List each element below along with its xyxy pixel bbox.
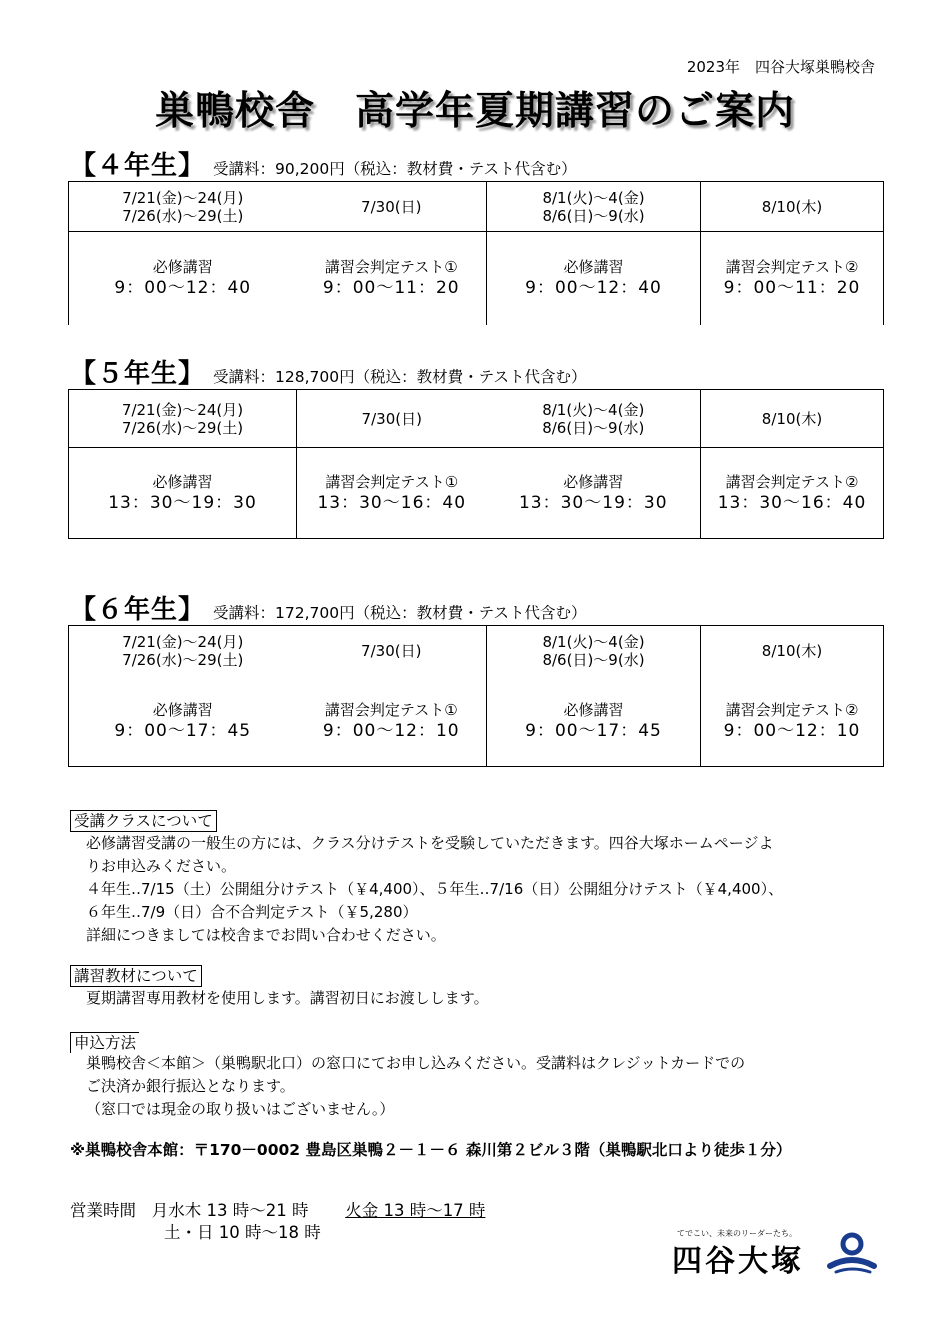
session-label: 講習会判定テスト①: [325, 473, 459, 491]
date-text: 7/30(日): [361, 409, 422, 428]
grade-name: 【４年生】: [70, 151, 206, 181]
apply-section-title: 申込方法: [70, 1032, 139, 1053]
grade-6-header: [70, 589, 587, 626]
date-text: 8/1(火)～4(金) 8/6(日)～9(水): [542, 188, 645, 225]
grade-5-header: [70, 353, 587, 390]
date-cell: [297, 182, 487, 232]
year-school-header: 2023年 四谷大塚巣鴨校舎: [686, 58, 875, 76]
session-label: 必修講習: [152, 700, 213, 719]
session-time: 9：00～17：45: [525, 720, 662, 741]
text-line: 巣鴨校舎＜本館＞（巣鴨駅北口）の窓口にてお申し込みください。受講料はクレジットカードでの: [86, 1054, 746, 1072]
session-cell: [69, 232, 297, 325]
session-cell: [701, 676, 884, 767]
session-time: 9：00～12：10: [723, 720, 861, 741]
session-cell: [701, 448, 884, 539]
logo-tagline: てでこい、未来のリーダーたち。: [677, 1229, 797, 1238]
date-text: 7/21(金)～24(月) 7/26(水)～29(土): [122, 188, 244, 225]
session-time: 9：00～12：40: [114, 278, 252, 299]
grade-fee: 受講料：172,700円（税込：教材費・テスト代含む）: [213, 604, 587, 622]
page-title: 巣鴨校舎 高学年夏期講習のご案内: [154, 89, 795, 134]
session-label: 講習会判定テスト①: [324, 258, 458, 277]
yotsuya-logo-icon: [826, 1232, 878, 1276]
grade-6-schedule-table: [68, 625, 884, 767]
session-cell: [297, 676, 487, 767]
school-address: ※巣鴨校舎本館：〒170－0002 豊島区巣鴨２－１－６ 森川第２ビル３階（巣鴨駅北口より徒歩１分）: [70, 1141, 792, 1159]
session-time: 9：00～12：10: [322, 720, 460, 741]
session-label: 必修講習: [563, 473, 624, 491]
hours-tue-fri: 火金 13 時～17 時: [345, 1201, 486, 1220]
session-label: 必修講習: [152, 473, 213, 491]
grade-name: 【６年生】: [70, 595, 206, 625]
date-cell: [701, 626, 884, 676]
session-label: 必修講習: [563, 258, 624, 277]
session-label: 講習会判定テスト①: [324, 700, 458, 719]
session-label: 必修講習: [152, 258, 213, 277]
material-section-title: 講習教材について: [70, 965, 202, 987]
session-time: 13：30～16：40: [317, 493, 467, 513]
date-cell: [487, 390, 701, 448]
session-label: 講習会判定テスト②: [725, 473, 859, 491]
session-label: 講習会判定テスト②: [725, 258, 859, 277]
grade-5-schedule-table: [68, 389, 884, 539]
session-time: 9：00～11：20: [723, 278, 861, 299]
session-cell: [487, 232, 701, 325]
logo-name: 四谷大塚: [672, 1244, 804, 1279]
date-text: 7/30(日): [361, 641, 422, 660]
date-text: 7/21(金)～24(月) 7/26(水)～29(土): [122, 632, 244, 669]
grade-4-header: [70, 145, 577, 182]
session-time: 9：00～12：40: [525, 278, 662, 299]
session-time: 13：30～19：30: [108, 493, 257, 513]
date-text: 8/1(火)～4(金) 8/6(日)～9(水): [542, 400, 645, 437]
text-line: ４年生‥7/15（土）公開組分けテスト（￥4,400）、５年生‥7/16（日）公開組分けテスト（￥4,400）、: [86, 880, 784, 898]
text-line: ご決済か銀行振込となります。: [86, 1077, 295, 1095]
session-cell: [487, 676, 701, 767]
date-text: 7/21(金)～24(月) 7/26(水)～29(土): [121, 400, 244, 437]
session-cell: [297, 448, 487, 539]
business-hours: [70, 1200, 485, 1244]
text-line: りお申込みください。: [86, 857, 237, 875]
date-cell: [701, 390, 884, 448]
session-cell: [487, 448, 701, 539]
session-cell: [69, 676, 297, 767]
grade-fee: 受講料：90,200円（税込：教材費・テスト代含む）: [213, 160, 577, 178]
grade-fee: 受講料：128,700円（税込：教材費・テスト代含む）: [213, 368, 587, 386]
date-cell: [69, 390, 297, 448]
class-section-body: [86, 832, 783, 947]
date-text: 8/10(木): [761, 409, 823, 428]
hours-weekend: 土・日 10 時～18 時: [164, 1223, 321, 1242]
date-cell: [297, 390, 487, 448]
date-cell: [69, 626, 297, 676]
text-line: 必修講習受講の一般生の方には、クラス分けテストを受験していただきます。四谷大塚ホームページよ: [86, 834, 774, 852]
session-time: 9：00～11：20: [322, 278, 460, 299]
date-cell: [297, 626, 487, 676]
text-line: 詳細につきましては校舎までお問い合わせください。: [86, 926, 446, 944]
text-line: 夏期講習専用教材を使用します。講習初日にお渡しします。: [86, 989, 489, 1007]
session-cell: [701, 232, 884, 325]
date-cell: [701, 182, 884, 232]
date-text: 8/10(木): [761, 197, 823, 216]
text-line: （窓口では現金の取り扱いはございません。）: [86, 1100, 395, 1118]
text-line: ６年生‥7/9（日）合不合判定テスト（￥5,280）: [86, 903, 418, 921]
session-label: 講習会判定テスト②: [725, 700, 859, 719]
hours-label: 営業時間: [70, 1201, 136, 1220]
date-text: 8/10(木): [761, 641, 823, 660]
date-cell: [487, 182, 701, 232]
date-text: 8/1(火)～4(金) 8/6(日)～9(水): [542, 632, 645, 669]
session-time: 13：30～16：40: [717, 493, 867, 513]
session-cell: [297, 232, 487, 325]
grade-4-schedule-table: [68, 181, 884, 325]
grade-name: 【５年生】: [70, 359, 206, 389]
date-cell: [487, 626, 701, 676]
session-time: 9：00～17：45: [114, 720, 252, 741]
session-time: 13：30～19：30: [518, 493, 668, 513]
session-cell: [69, 448, 297, 539]
material-section-body: [86, 987, 489, 1010]
class-section-title: 受講クラスについて: [70, 810, 217, 832]
date-text: 7/30(日): [361, 197, 422, 216]
apply-section-body: [86, 1052, 745, 1121]
hours-weekday: 月水木 13 時～21 時: [151, 1201, 309, 1220]
session-label: 必修講習: [563, 700, 624, 719]
date-cell: [69, 182, 297, 232]
